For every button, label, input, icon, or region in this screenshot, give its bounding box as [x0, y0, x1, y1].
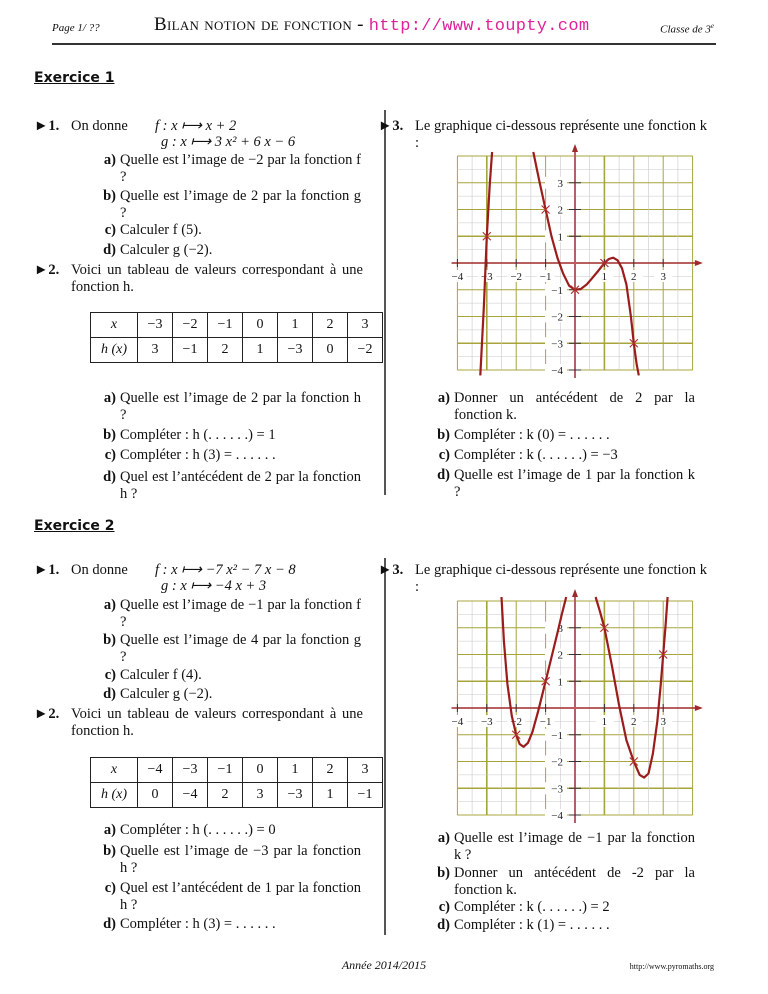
y-tick-label: −4 [551, 365, 563, 377]
part-1 [34, 118, 374, 150]
tick-label-bg [545, 675, 567, 687]
row-header: h (x) [91, 338, 138, 363]
question-text: Compléter : k (. . . . . .) = 2 [454, 899, 610, 915]
x-tick-label: −2 [510, 271, 523, 283]
question-label: a) [103, 822, 116, 838]
question-label: c) [104, 667, 116, 683]
table-cell: 2 [208, 783, 243, 808]
column-divider [384, 110, 386, 495]
document-title [154, 14, 589, 36]
table-cell: 3 [348, 758, 383, 783]
y-tick-label: −2 [551, 756, 563, 769]
function-g: g : x ⟼ 3 x² + 6 x − 6 [161, 134, 296, 150]
part-intro: On donne [71, 118, 128, 134]
question-text: Calculer f (5). [120, 222, 202, 238]
question-text: Calculer f (4). [120, 667, 202, 683]
table-cell: 0 [243, 313, 278, 338]
class-label [660, 22, 714, 36]
table-cell: 1 [313, 783, 348, 808]
table-cell: 2 [313, 758, 348, 783]
y-tick-label: 1 [557, 676, 563, 689]
title-text: Bilan notion de fonction - [154, 14, 369, 35]
x-tick-label: 2 [631, 271, 637, 283]
x-tick-label: 1 [601, 716, 608, 728]
table-cell: 2 [313, 313, 348, 338]
part-number: ►1. [34, 118, 60, 134]
question-text: Quelle est l’image de 2 par la fonction g ? [120, 188, 361, 221]
question-text: Quelle est l’image de −1 par la fonction k ? [454, 830, 695, 863]
value-table [90, 312, 383, 363]
x-axis-arrow-icon [695, 260, 703, 266]
part-number: ►2. [34, 706, 60, 722]
question-label: b) [103, 427, 116, 443]
y-tick-label: −4 [551, 810, 563, 822]
question-text: Compléter : h (3) = . . . . . . [120, 916, 276, 932]
x-tick-label: 3 [660, 271, 666, 283]
x-tick-label: −2 [510, 716, 523, 728]
question-text: Quel est l’antécédent de 2 par la fonction h ? [120, 469, 361, 502]
x-tick-label: −1 [539, 716, 552, 728]
x-tick-label: 1 [601, 271, 608, 283]
table-cell: 3 [348, 313, 383, 338]
row-header: x [91, 313, 138, 338]
function-graph [440, 140, 720, 380]
table-cell: −2 [173, 313, 208, 338]
question-label: c) [438, 447, 450, 463]
table-cell: −4 [173, 783, 208, 808]
x-tick-label: 3 [660, 716, 666, 728]
part-intro: Le graphique ci-dessous représente une fonction k : [415, 118, 707, 151]
question-text: Quel est l’antécédent de 1 par la fonction h ? [120, 880, 361, 913]
table-cell: −1 [208, 758, 243, 783]
table-cell: −1 [208, 313, 243, 338]
question-text: Donner un antécédent de -2 par la fonction k. [454, 865, 695, 898]
row-header: x [91, 758, 138, 783]
table-cell: 3 [138, 338, 173, 363]
x-axis-arrow-icon [695, 705, 703, 711]
table-cell: −2 [348, 338, 383, 363]
tick-label-bg [545, 177, 567, 189]
question-text: Compléter : k (. . . . . .) = −3 [454, 447, 618, 463]
page-number: Page 1/ ?? [52, 22, 100, 34]
y-tick-label: −3 [551, 338, 563, 351]
question-text: Compléter : h (. . . . . .) = 1 [120, 427, 276, 443]
header-rule [52, 43, 716, 45]
question-label: b) [103, 632, 116, 648]
table-cell: −3 [138, 313, 173, 338]
table-cell: −1 [348, 783, 383, 808]
y-tick-label: 2 [557, 649, 563, 662]
table-cell: 0 [313, 338, 348, 363]
question-label: c) [438, 899, 450, 915]
function-f: f : x ⟼ x + 2 [155, 118, 237, 134]
question-label: b) [437, 865, 450, 881]
column-divider [384, 558, 386, 935]
class-sup: e [710, 22, 714, 30]
y-tick-label: 1 [557, 231, 563, 244]
question-text: Quelle est l’image de 1 par la fonction k ? [454, 467, 695, 500]
table-row [91, 758, 383, 783]
question-label: a) [103, 152, 116, 168]
part-intro: Voici un tableau de valeurs correspondant à une fonction h. [71, 706, 363, 739]
y-tick-label: −3 [551, 783, 563, 796]
y-tick-label: 2 [557, 204, 563, 217]
question-text: Compléter : h (. . . . . .) = 0 [120, 822, 276, 838]
question-text: Compléter : k (1) = . . . . . . [454, 917, 610, 933]
question-text: Calculer g (−2). [120, 686, 213, 702]
part-number: ►3. [378, 562, 404, 578]
question-label: d) [103, 469, 116, 485]
question-text: Quelle est l’image de 2 par la fonction h ? [120, 390, 361, 423]
table-cell: −3 [173, 758, 208, 783]
y-tick-label: −2 [551, 311, 563, 324]
question-label: a) [437, 830, 450, 846]
header-link[interactable]: http://www.toupty.com [368, 17, 590, 36]
part-number: ►2. [34, 262, 60, 278]
x-tick-label: −4 [451, 271, 464, 283]
question-text: Quelle est l’image de −2 par la fonction f ? [120, 152, 361, 185]
part-intro: Voici un tableau de valeurs correspondant à une fonction h. [71, 262, 363, 295]
question-text: Donner un antécédent de 2 par la fonction k. [454, 390, 695, 423]
question-label: d) [437, 917, 450, 933]
table-cell: −4 [138, 758, 173, 783]
tick-label-bg [545, 230, 567, 242]
question-label: c) [104, 447, 116, 463]
tick-label-bg [545, 649, 567, 661]
y-tick-label: 3 [557, 622, 563, 635]
table-cell: −3 [278, 783, 313, 808]
question-label: a) [103, 597, 116, 613]
table-row [91, 783, 383, 808]
y-tick-label: −1 [551, 284, 563, 297]
part-number: ►3. [378, 118, 404, 134]
footer-link[interactable]: http://www.pyromaths.org [629, 962, 714, 971]
question-label: a) [437, 390, 450, 406]
table-row [91, 338, 383, 363]
y-tick-label: −1 [551, 729, 563, 742]
x-tick-label: −1 [539, 271, 552, 283]
question-label: b) [103, 843, 116, 859]
question-label: c) [104, 880, 116, 896]
class-text: Classe de 3 [660, 23, 711, 36]
exercise-title: Exercice 2 [34, 518, 115, 534]
question-label: b) [437, 427, 450, 443]
exercise-title: Exercice 1 [34, 70, 115, 86]
question-label: d) [103, 686, 116, 702]
question-label: b) [103, 188, 116, 204]
question-text: Quelle est l’image de −3 par la fonction h ? [120, 843, 361, 876]
table-cell: 3 [243, 783, 278, 808]
function-f: f : x ⟼ −7 x² − 7 x − 8 [155, 562, 296, 578]
part-intro: On donne [71, 562, 128, 578]
value-table [90, 757, 383, 808]
question-text: Compléter : k (0) = . . . . . . [454, 427, 610, 443]
footer-year: Année 2014/2015 [341, 958, 427, 972]
question-label: a) [103, 390, 116, 406]
question-label: d) [103, 916, 116, 932]
table-cell: 0 [243, 758, 278, 783]
x-tick-label: −4 [451, 716, 464, 728]
question-text: Quelle est l’image de −1 par la fonction f ? [120, 597, 361, 630]
function-graph [440, 585, 720, 825]
table-cell: −3 [278, 338, 313, 363]
table-cell: 1 [278, 313, 313, 338]
part-intro: Le graphique ci-dessous représente une fonction k : [415, 562, 707, 595]
question-text: Calculer g (−2). [120, 242, 213, 258]
tick-label-bg [545, 204, 567, 216]
part-1 [34, 562, 374, 594]
question-label: d) [103, 242, 116, 258]
table-cell: 0 [138, 783, 173, 808]
function-g: g : x ⟼ −4 x + 3 [161, 578, 267, 594]
x-tick-label: −3 [480, 716, 493, 728]
x-tick-label: −3 [480, 271, 493, 283]
question-label: d) [437, 467, 450, 483]
table-cell: 2 [208, 338, 243, 363]
y-axis-arrow-icon [572, 589, 578, 597]
function-curve [596, 597, 668, 778]
part-number: ►1. [34, 562, 60, 578]
table-cell: 1 [278, 758, 313, 783]
question-text: Quelle est l’image de 4 par la fonction g ? [120, 632, 361, 665]
table-row [91, 313, 383, 338]
row-header: h (x) [91, 783, 138, 808]
x-tick-label: 2 [631, 716, 637, 728]
question-label: c) [104, 222, 116, 238]
y-tick-label: 3 [557, 177, 563, 190]
tick-label-bg [545, 622, 567, 634]
y-axis-arrow-icon [572, 144, 578, 152]
table-cell: −1 [173, 338, 208, 363]
question-text: Compléter : h (3) = . . . . . . [120, 447, 276, 463]
table-cell: 1 [243, 338, 278, 363]
